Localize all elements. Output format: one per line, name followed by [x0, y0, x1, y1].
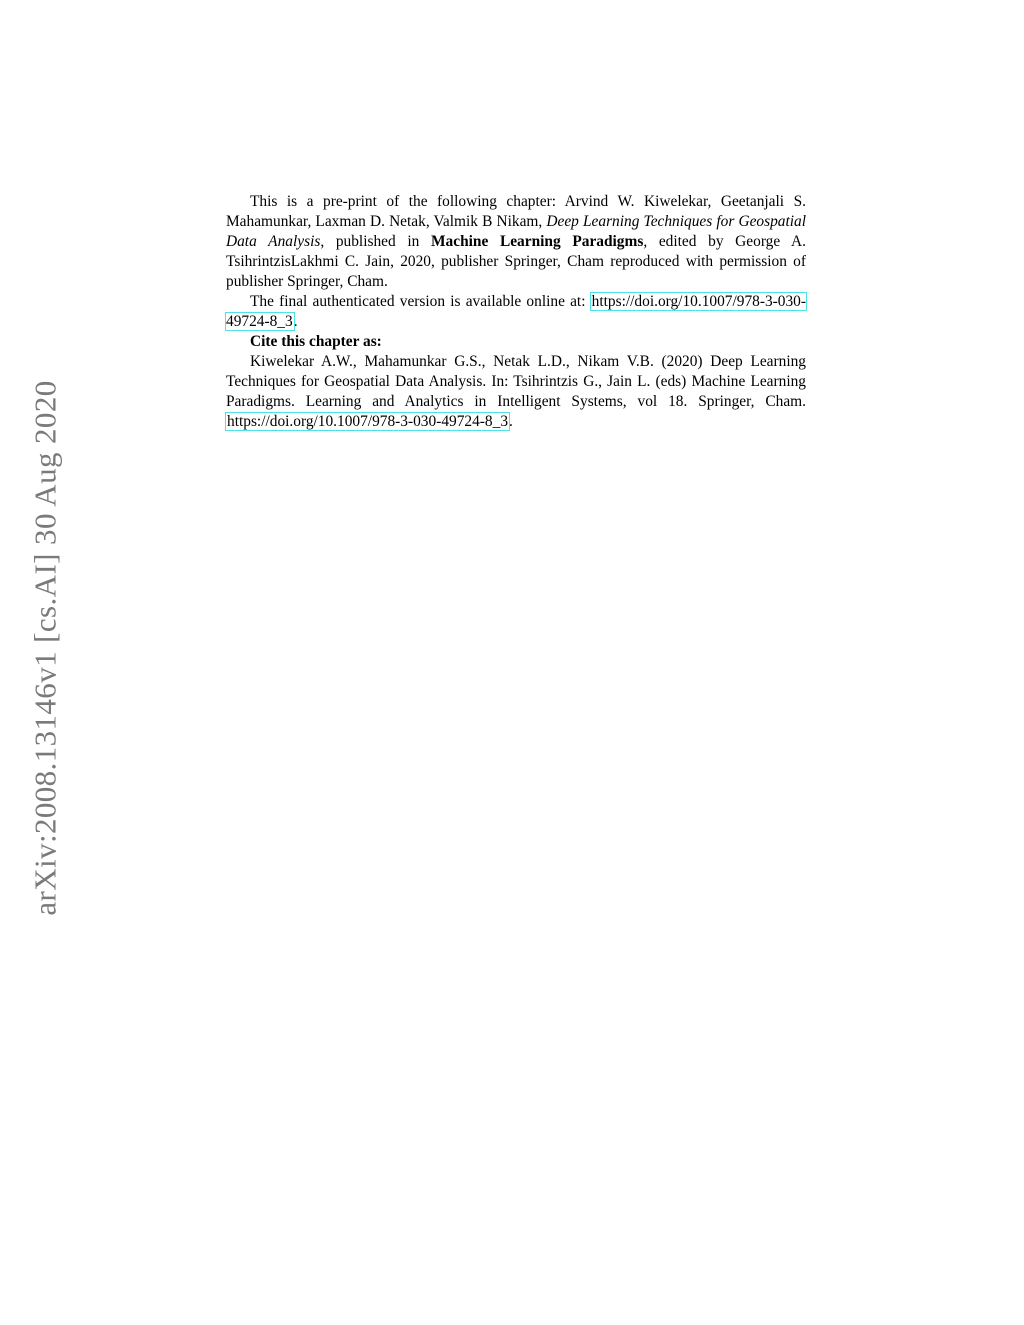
final-version-paragraph [226, 292, 806, 332]
citation-text: Kiwelekar A.W., Mahamunkar G.S., Netak L.D., Nikam V.B. (2020) Deep Learning Techniques for Geospatial Data Analysis. In: Tsihrintzis G., Jain L. (eds) Machine Learning Paradigms. Learning and Analytics in Intelligent Systems, vol 18. Springer, Cham. [226, 353, 806, 410]
citation-end: . [509, 413, 513, 430]
final-version-end: . [293, 313, 298, 330]
final-version-text: The final authenticated version is available online at: [250, 293, 591, 310]
doi-link[interactable]: https://doi.org/10.1007/978-3-030-49724-8_3 [226, 293, 806, 330]
notice-intro: This is a pre-print of the following chapter: Arvind W. Kiwelekar, Geetanjali S. Mahamunkar, Laxman D. Netak, Valmik B Nikam, [226, 193, 806, 230]
cite-heading: Cite this chapter as: [250, 333, 382, 350]
notice-rest: , edited by George A. TsihrintzisLakhmi C. Jain, 2020, publisher Springer, Cham reproduced with permission of publisher Springer, Cham. [226, 233, 806, 290]
arxiv-sidebar-stamp [28, 355, 64, 940]
book-title: Machine Learning Paradigms [431, 233, 644, 250]
notice-paragraph [226, 192, 806, 292]
arxiv-identifier: arXiv:2008.13146v1 [cs.AI] 30 Aug 2020 [28, 379, 64, 916]
citation-doi-link[interactable]: https://doi.org/10.1007/978-3-030-49724-8_3 [227, 413, 509, 430]
preprint-notice [226, 192, 806, 432]
chapter-title: Deep Learning Techniques for Geospatial Data Analysis [226, 213, 806, 250]
published-in-text: , published in [320, 233, 432, 250]
citation-paragraph [226, 352, 806, 432]
